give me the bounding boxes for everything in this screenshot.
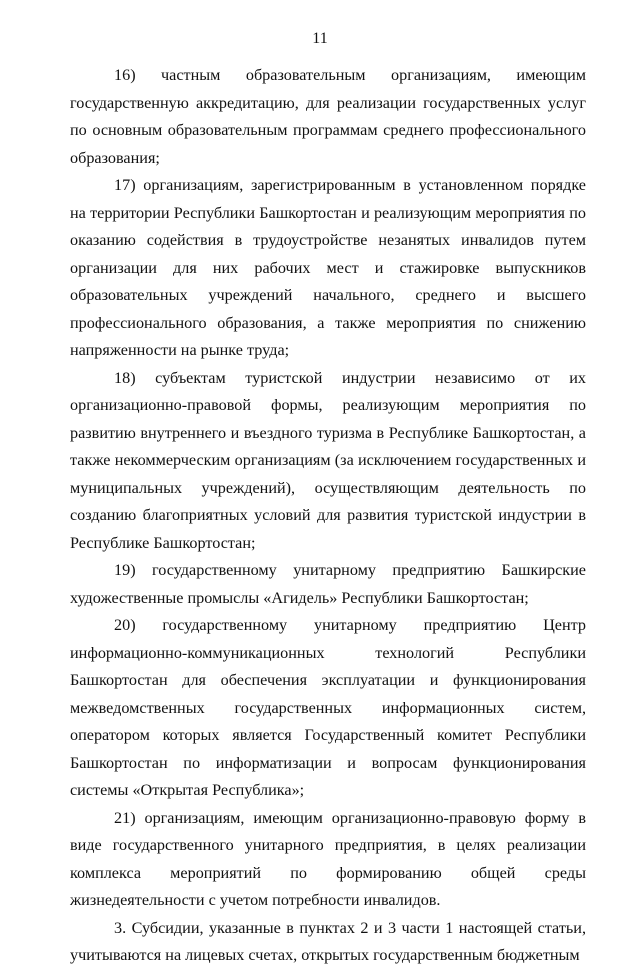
paragraph-section-3: 3. Субсидии, указанные в пунктах 2 и 3 части 1 настоящей статьи, учитываются на лицевых счетах, открытых государственным бюджетным — [70, 918, 586, 964]
paragraph-item-21: 21) организациям, имеющим организационно-правовую форму в виде государственного унитарного предприятия, в целях реализации комплекса мероприятий по формированию общей среды жизнедеятельности с учетом потребности инвалидов. — [70, 808, 586, 909]
paragraph-item-19: 19) государственному унитарному предприятию Башкирские художественные промыслы «Агидель» Республики Башкортостан; — [70, 561, 586, 607]
page-number: 11 — [312, 30, 328, 47]
paragraph-item-17: 17) организациям, зарегистрированным в установленном порядке на территории Республики Башкортостан и реализующим мероприятия по оказанию содействия в трудоустройстве незанятых инвалидов путем организации для них рабочих мест и стажировке выпускников образовательных учреждений начального, среднего и высшего профессионального образования, а также мероприятия по снижению напряженности на рынке труда; — [70, 176, 586, 359]
paragraph-item-16: 16) частным образовательным организациям, имеющим государственную аккредитацию, для реализации государственных услуг по основным образовательным программам среднего профессионального образования; — [70, 66, 586, 167]
body-text — [70, 62, 586, 970]
paragraph-item-18: 18) субъектам туристской индустрии независимо от их организационно-правовой формы, реализующим мероприятия по развитию внутреннего и въездного туризма в Республике Башкортостан, а также некоммерческим организациям (за исключением государственных и муниципальных учреждений), осуществляющим деятельность по созданию благоприятных условий для развития туристской индустрии в Республике Башкортостан; — [70, 368, 586, 552]
paragraph-item-20: 20) государственному унитарному предприятию Центр информационно-коммуникационных технологий Республики Башкортостан для обеспечения эксплуатации и функционирования межведомственных государственных информационных систем, оператором которых является Государственный комитет Республики Башкортостан по информатизации и вопросам функционирования системы «Открытая Республика»; — [70, 616, 586, 799]
